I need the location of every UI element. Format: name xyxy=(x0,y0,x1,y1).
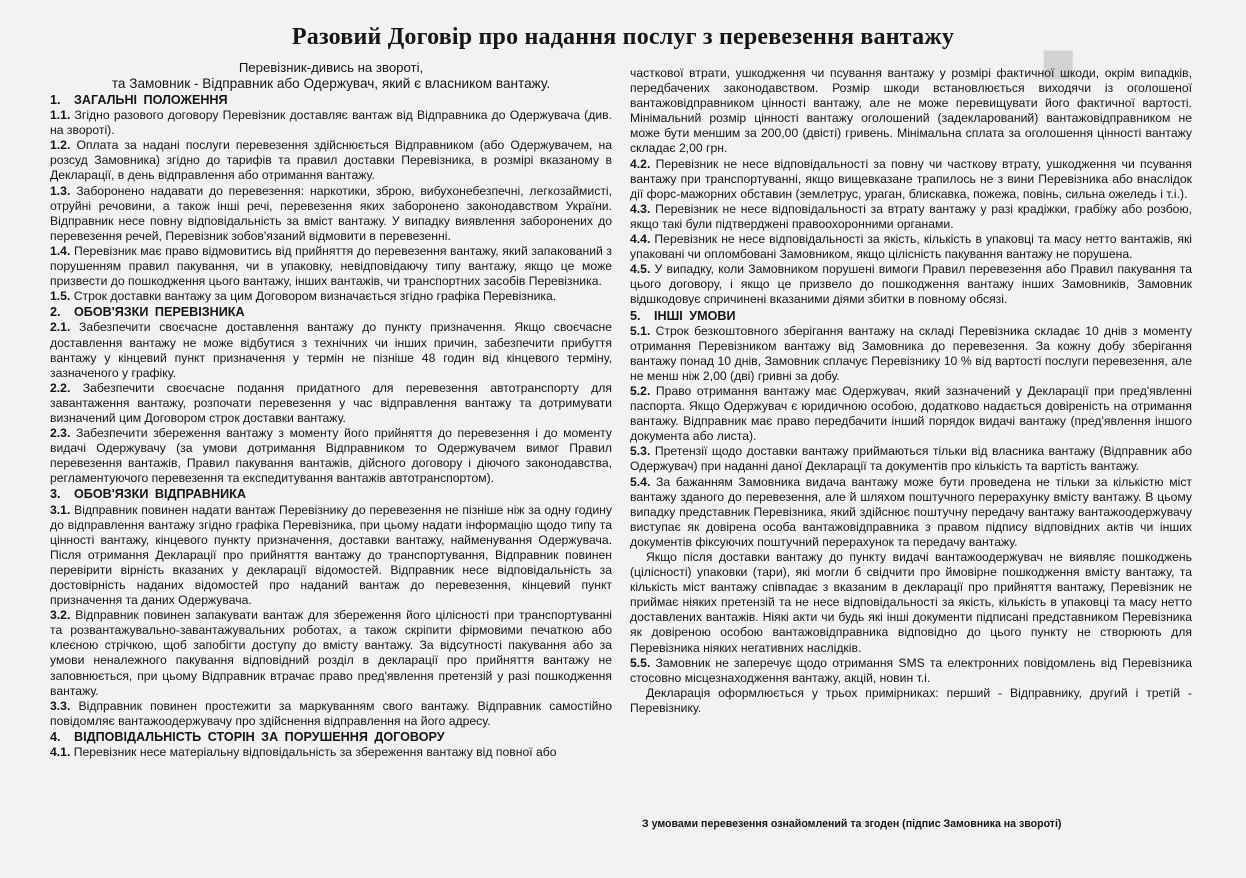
clause xyxy=(630,232,1192,262)
clause xyxy=(50,289,612,304)
clause xyxy=(50,108,612,138)
clause-number: 5.2. xyxy=(630,383,651,398)
clause xyxy=(50,608,612,699)
clause-number: 2.2. xyxy=(50,380,71,395)
section-heading xyxy=(50,487,612,502)
clause-number: 5.4. xyxy=(630,474,651,489)
clause-number: 3.1. xyxy=(50,502,71,517)
right-column xyxy=(630,66,1192,716)
clause xyxy=(50,138,612,183)
clause xyxy=(50,381,612,426)
clause-text: За бажанням Замовника видача вантажу може бути проведена не тільки за кількістю міст вантажу зданого до перевезення, але й шляхом поштучного перерахунку вмісту вантажу. В цьому випадку представник Перевізника, який здійснює поштучну передачу вантажу вантажоодержувачу виступає як довірена особа вантажовідправника з правом підпису відповідних актів чи інших документів фіксуючих поштучний перерахунок та передачу вантажу. xyxy=(630,474,1192,549)
clause xyxy=(630,475,1192,550)
left-column xyxy=(50,60,612,760)
clause-number: 1.2. xyxy=(50,138,71,153)
clause xyxy=(50,244,612,289)
clause-text: Забезпечити своєчасне подання придатного для перевезення автотранспорту для завантаження вантажу, розпочати перевезення у час відправлення вантажу та дотримувати визначений цим Договором строк доставки вантажу. xyxy=(50,380,612,425)
section-title: ВІДПОВІДАЛЬНІСТЬ СТОРІН ЗА ПОРУШЕННЯ ДОГОВОРУ xyxy=(74,729,445,744)
clause-text: Декларація оформлюється у трьох примірниках: перший - Відправнику, другий і третій - Перевізнику. xyxy=(630,685,1192,715)
clause xyxy=(50,503,612,609)
section-number: 2. xyxy=(50,305,61,320)
section-heading xyxy=(50,93,612,108)
clause xyxy=(630,656,1192,686)
clause-number: 3.2. xyxy=(50,608,71,623)
clause-text: Право отримання вантажу має Одержувач, який зазначений у Декларації при пред'явленні паспорта. Якщо Одержувач є юридичною особою, додатково надається довіреність на отримання вантажу. Відправник має право передбачити інший порядок видачі вантажу (пред'явлення іншого документа або листа). xyxy=(630,383,1193,444)
clause-text: Строк безкоштовного зберігання вантажу на складі Перевізника складає 10 днів з моменту отримання Перевізником вантажу від Замовника до перевезення. За кожну добу зберігання вантажу понад 10 днів, Замовник сплачує Перевізнику 10 % від вартості послуги перевезення, але не менш ніж 2,00 (дві) гривні за добу. xyxy=(630,323,1192,383)
clause xyxy=(630,157,1192,202)
clause-text: Претензії щодо доставки вантажу приймаються тільки від власника вантажу (Відправник або Одержувач) при наданні даної Декларації та документів про кількість та вартість вантажу. xyxy=(630,444,1192,474)
clause xyxy=(50,184,612,244)
clause-number: 4.5. xyxy=(630,262,651,277)
clause-text: Оплата за надані послуги перевезення здійснюється Відправником (або Одержувачем, на розсуд Замовника) згідно до тарифів та правил доставки Перевізника, в розмірі вказаному в Декларації, в день відправлення або отримання вантажу. xyxy=(50,138,612,183)
clause-text: У випадку, коли Замовником порушені вимоги Правил перевезення або Правил пакування та цього договору, і якщо це призвело до пошкодження вантажу інших Замовників, Замовник відшкодовує спричинені вказаними діями збитки в повному обсязі. xyxy=(630,262,1192,307)
section-heading xyxy=(50,305,612,320)
clause-number: 5.5. xyxy=(630,655,651,670)
clause-text: Перевізник має право відмовитись від прийняття до перевезення вантажу, який запакований з порушенням правил пакування, чи в упаковку, невідповідаючу типу вантажу, якщо це може призвести до пошкодження цього вантажу, інших вантажів, чи транспортних засобів Перевізника. xyxy=(50,243,613,289)
clause-number: 3.3. xyxy=(50,698,71,713)
clause-text: Відправник повинен запакувати вантаж для збереження його цілісності при транспортуванні та розвантажувально-завантажувальних роботах, а також скріпити фірмовими печаткою або клеєною стрічкою, щоб запобігти доступу до вмісту вантажу. За відсутності пакування або за умови неналежного пакування відповідний розділ в декларації про прийняття вантажу не заповнюється, при цьому Відправник втрачає право пред'явлення претензій у разі пошкодження вантажу. xyxy=(50,608,613,698)
clause-number: 4.3. xyxy=(630,201,651,216)
clause xyxy=(630,686,1192,716)
section-number: 3. xyxy=(50,487,61,502)
clause-text: Перевізник несе матеріальну відповідальність за збереження вантажу від повної або xyxy=(73,745,557,760)
clause xyxy=(630,550,1192,656)
clause xyxy=(50,699,612,729)
clause-text: Замовник не заперечує щодо отримання SMS та електронних повідомлень від Перевізника стосовно місцезнаходження вантажу, акцій, новин т.і. xyxy=(630,655,1192,685)
section-heading xyxy=(630,309,1192,324)
section-number: 5. xyxy=(630,308,641,323)
clause xyxy=(630,262,1192,307)
clause-text: Строк доставки вантажу за цим Договором визначається згідно графіка Перевізника. xyxy=(73,289,557,304)
clause-number: 1.5. xyxy=(50,289,71,304)
clause-text: Згідно разового договору Перевізник доставляє вантаж від Відправника до Одержувача (див. на звороті). xyxy=(50,108,612,138)
clause xyxy=(630,444,1192,474)
clause xyxy=(50,320,612,380)
clause-text: Перевізник не несе відповідальності за якість, кількість в упаковці та масу нетто вантажів, які упаковані чи опломбовані Замовником, якщо цілісність пакування вантажу не порушена. xyxy=(630,232,1193,262)
clause-text: Перевізник не несе відповідальності за повну чи часткову втрату, ушкодження чи псування вантажу при транспортуванні, якщо вищевказане трапилось не з вини Перевізника або внаслідок дії форс-мажорних обставин (землетрус, ураган, блискавка, пожежа, повінь, сильна ожеледь і т.і.). xyxy=(630,156,1192,201)
show-through-mark: ■ xyxy=(1040,29,1077,96)
section-title: ЗАГАЛЬНІ ПОЛОЖЕННЯ xyxy=(74,93,228,107)
clause-text: Перевізник не несе відповідальності за втрату вантажу у разі крадіжки, грабіжу або розбою, якщо такі були підтверджені правоохоронними органами. xyxy=(630,201,1192,231)
clause xyxy=(630,324,1192,384)
clause-number: 4.1. xyxy=(50,745,71,760)
clause-text: Заборонено надавати до перевезення: наркотики, зброю, вибухонебезпечні, легкозаймисті, отруйні речовини, а також інші речі, перевезення яких заборонено законодавством України. Відправник несе повну відповідальність за вміст вантажу. У випадку виявлення заборонених до перевезення речей, Перевізник зобов'язаний відмовити в перевезенні. xyxy=(50,183,613,243)
right-column-body xyxy=(630,66,1192,716)
clause-number: 2.3. xyxy=(50,426,71,441)
clause-number: 1.1. xyxy=(50,108,71,123)
section-number: 4. xyxy=(50,729,61,744)
clause-text: Якщо після доставки вантажу до пункту видачі вантажоодержувач не виявляє пошкоджень (цілісності) упаковки (тари), які могли б свідчити про ймовірне пошкодження вмісту вантажу, та кількість міст вантажу співпадає з вказаним в декларації про прийняття вантажу, Перевізник не приймає ніяких претензій та не несе відповідальності за якість, кількість в упаковці та масу нетто доставлених вантажів. Ніякі акти чи будь які інші документи підписані представником Перевізника як довіреною особою вантажовідправника відповідно до цього пункту не створюють для Перевізника ніяких негативних наслідків. xyxy=(630,550,1192,655)
clause-number: 1.4. xyxy=(50,243,71,258)
clause-number: 2.1. xyxy=(50,320,71,335)
left-column-body xyxy=(50,93,612,760)
clause-text: Забезпечити збереження вантажу з моменту його прийняття до перевезення і до моменту видачі Одержувачу (за умови дотримання Відправником то Одержувачем вимог Правил перевезення вантажів, Правил пакування вантажів, дійсного договору і діючого законодавства, регламентуючого перевезення та експедитування вантажів автотранспортом). xyxy=(50,426,612,486)
clause-text: Відправник повинен надати вантаж Перевізнику до перевезення не пізніше ніж за одну годину до відправлення вантажу згідно графіка Перевізника, при цьому надати інформацію щодо типу та цінності вантажу, кінцевого пункту призначення, доставки вантажу, найменування Одержувача. Після отримання Декларації про прийняття вантажу до транспортування, Відправник повинен перевірити вірність вказаних у декларації відомостей. Відправник несе відповідальність за достовірність наданих відомостей про наданий вантаж до перевезення, кінцевий пункт призначення та даних Одержувача. xyxy=(50,502,612,608)
clause xyxy=(50,426,612,486)
clause-number: 4.4. xyxy=(630,232,651,247)
footer-note: З умовами перевезення ознайомлений та згоден (підпис Замовника на звороті) xyxy=(642,818,1062,830)
clause-text: Забезпечити своєчасне доставлення вантажу до пункту призначення. Якщо своєчасне доставлення вантажу не може відбутися з технічних чи інших причин, забезпечити прибуття вантажу у кінцевий пункт призначення у термін не пізніше 48 годин від кінцевого терміну, зазначеного у графіку. xyxy=(50,320,613,380)
clause xyxy=(630,66,1192,157)
clause-text: Відправник повинен простежити за маркуванням свого вантажу. Відправник самостійно повідомляє вантажоодержувачу про здійснення відправлення на його адресу. xyxy=(50,698,612,728)
document-title: Разовий Договір про надання послуг з перевезення вантажу xyxy=(291,24,955,50)
intro xyxy=(50,60,612,92)
clause xyxy=(630,384,1192,444)
section-number: 1. xyxy=(50,93,61,107)
clause xyxy=(630,202,1192,232)
clause-number: 5.3. xyxy=(630,444,651,459)
section-title: ІНШІ УМОВИ xyxy=(654,308,736,323)
intro-line-2: та Замовник - Відправник або Одержувач, який є власником вантажу. xyxy=(111,76,551,91)
clause-text: часткової втрати, ушкодження чи псування вантажу у розмірі фактичної шкоди, окрім випадків, передбачених законодавством. Розмір шкоди встановлюється виходячи із оголошеної вантажовідправником цінності вантажу, але не може перевищувати його фактичної вартості. Мінімальний розмір цінності вантажу оголошений (задекларований) вантажовідправником не може бути меншим за 200,00 (двісті) гривень. Мінімальна сплата за оголошення цінності вантажу складає 2,00 грн. xyxy=(630,66,1192,156)
section-title: ОБОВ'ЯЗКИ ВІДПРАВНИКА xyxy=(74,487,246,502)
section-title: ОБОВ'ЯЗКИ ПЕРЕВІЗНИКА xyxy=(74,305,245,320)
clause-number: 5.1. xyxy=(630,323,651,338)
clause-number: 1.3. xyxy=(50,183,71,198)
clause-number: 4.2. xyxy=(630,156,651,171)
intro-line-1: Перевізник-дивись на звороті, xyxy=(238,60,424,75)
clause xyxy=(50,745,612,760)
section-heading xyxy=(50,730,612,745)
